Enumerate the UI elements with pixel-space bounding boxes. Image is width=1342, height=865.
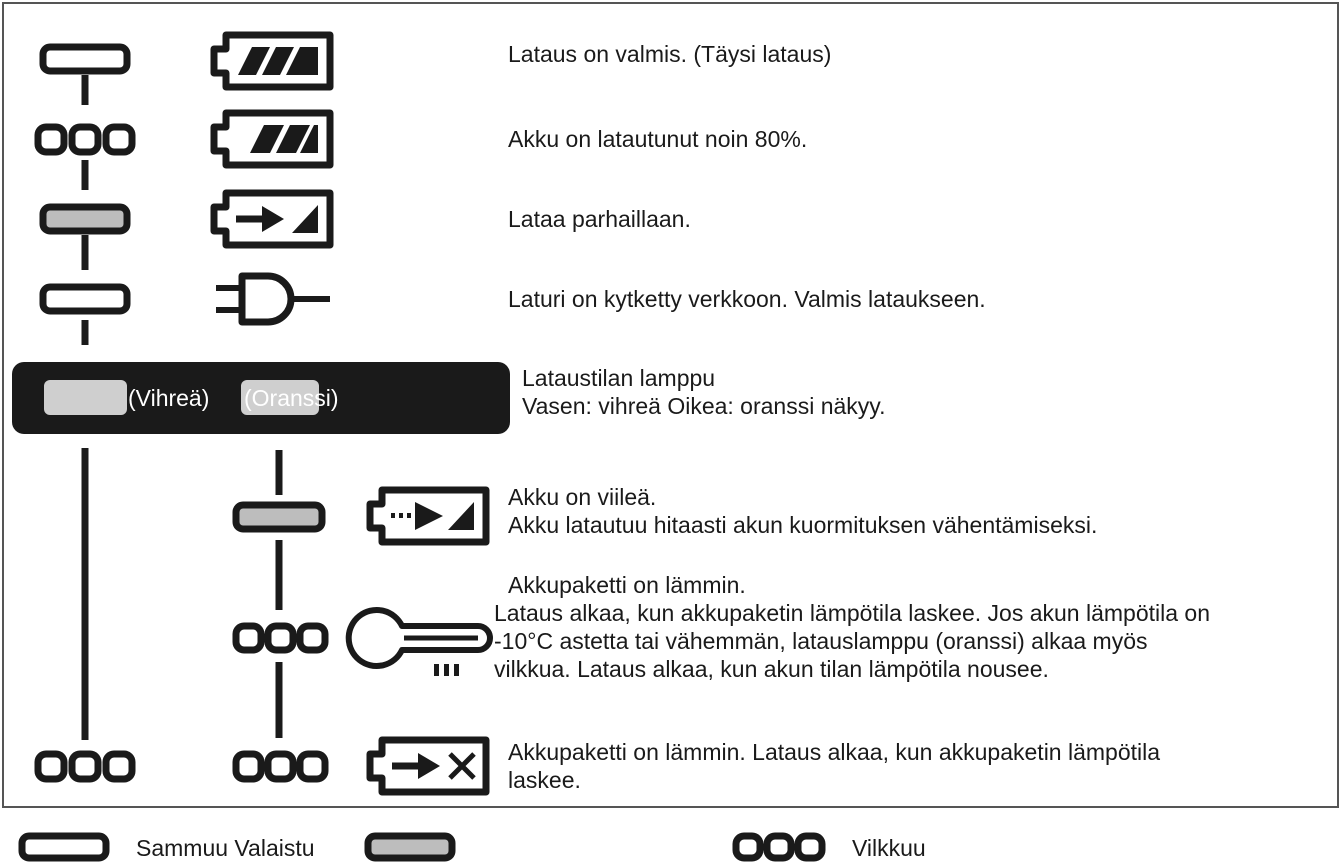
warning-text-hot xyxy=(508,738,1160,794)
green-lamp-label: (Vihreä) xyxy=(128,385,210,411)
status-text-80: Akku on latautunut noin 80%. xyxy=(508,126,808,152)
warning-line: -10°C astetta tai vähemmän, latauslamppu (oranssi) alkaa myös xyxy=(494,628,1148,654)
legend-blink-label: Vilkkuu xyxy=(852,835,926,861)
warning-line: Akkupaketti on lämmin. xyxy=(508,572,746,598)
legend-lamp-lit-icon xyxy=(368,836,452,858)
thermometer-icon xyxy=(349,610,490,676)
lamp-header-title: Lataustilan lamppu xyxy=(522,365,716,391)
warning-line: Akkupaketti on lämmin. Lataus alkaa, kun akkupaketin lämpötila xyxy=(508,739,1161,765)
warning-line: Lataus alkaa, kun akkupaketin lämpötila laskee. Jos akun lämpötila on xyxy=(494,600,1210,626)
green-lamp-swatch xyxy=(44,380,127,415)
lamp-blinking-icon xyxy=(236,626,325,650)
lamp-blinking-icon xyxy=(38,127,132,152)
status-text-full: Lataus on valmis. (Täysi lataus) xyxy=(508,41,832,67)
warning-line: laskee. xyxy=(508,767,581,793)
lamp-lit-icon xyxy=(43,207,127,231)
legend-lamp-off-icon xyxy=(22,836,106,858)
legend-lamp-blinking-icon xyxy=(736,836,822,858)
lamp-header-subtitle: Vasen: vihreä Oikea: oranssi näkyy. xyxy=(522,393,886,419)
lamp-lit-icon xyxy=(236,505,322,529)
warning-line: Akku on viileä. xyxy=(508,484,657,510)
warning-text-cool xyxy=(508,483,1097,539)
warning-line: Akku latautuu hitaasti akun kuormituksen vähentämiseksi. xyxy=(508,512,1098,538)
lamp-off-icon xyxy=(43,287,127,311)
warning-line: vilkkua. Lataus alkaa, kun akun tilan lämpötila nousee. xyxy=(494,656,1049,682)
lamp-blinking-icon xyxy=(236,754,325,779)
lamp-header-band xyxy=(12,362,510,434)
lamp-blinking-icon xyxy=(38,754,132,779)
legend-off-lit-label: Sammuu Valaistu xyxy=(136,835,315,861)
battery-80-icon xyxy=(214,113,330,165)
battery-slow-charge-icon xyxy=(370,490,486,542)
orange-lamp-label: (Oranssi) xyxy=(244,385,339,411)
warning-text-warm xyxy=(494,571,1210,683)
status-text-ready: Laturi on kytketty verkkoon. Valmis lataukseen. xyxy=(508,286,986,312)
lamp-off-icon xyxy=(43,47,127,71)
plug-icon xyxy=(216,276,330,322)
battery-charging-icon xyxy=(214,193,330,245)
battery-full-icon xyxy=(214,35,330,87)
battery-error-icon xyxy=(370,740,486,792)
status-text-charging: Lataa parhaillaan. xyxy=(508,206,691,232)
